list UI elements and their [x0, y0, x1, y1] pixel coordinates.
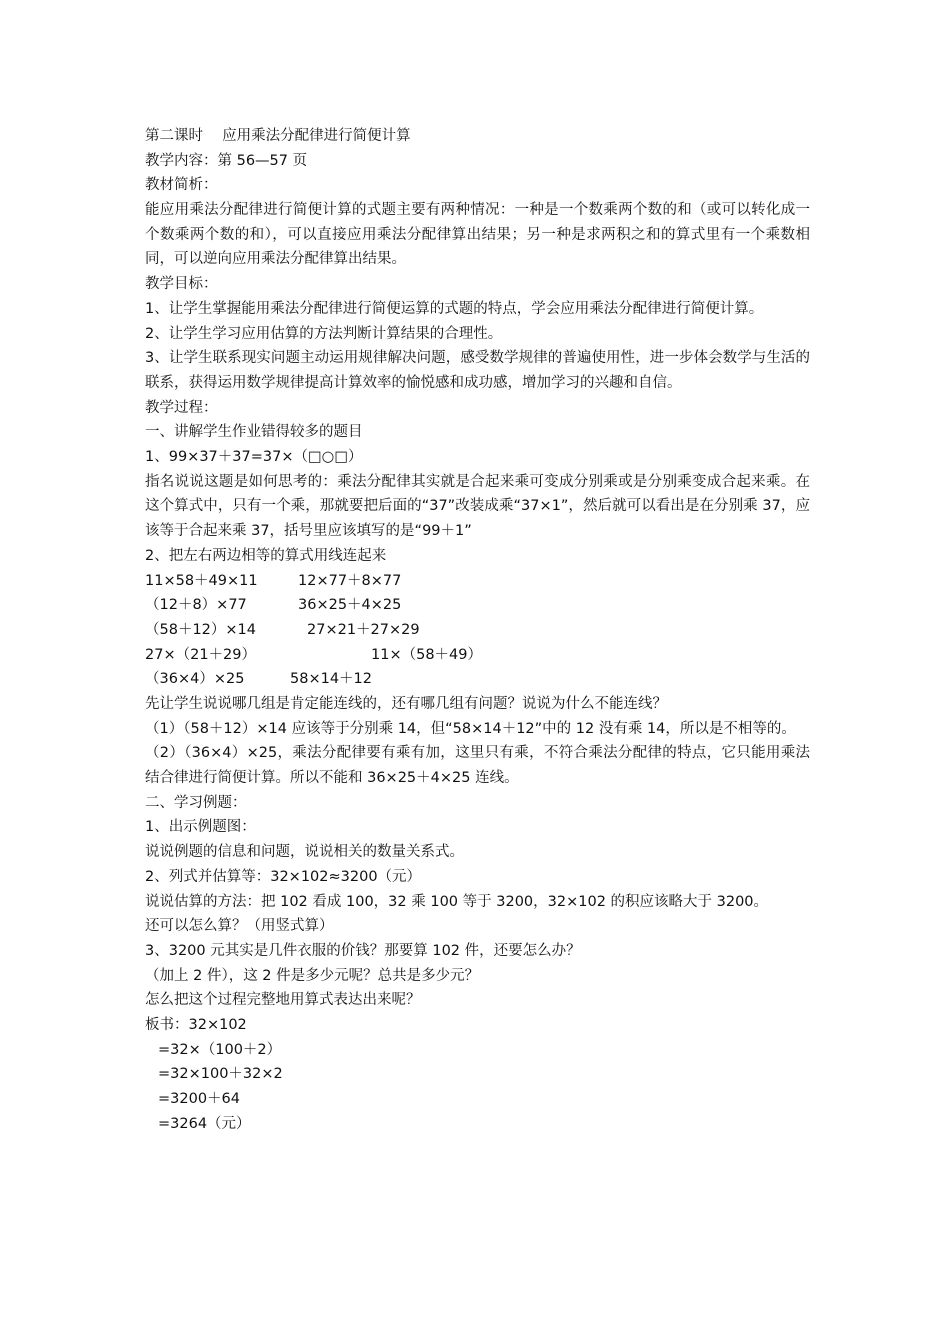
example-line: 1、出示例题图：	[145, 819, 256, 836]
board-label: 板书：32×102	[145, 1016, 247, 1033]
matching-question: 先让学生说说哪几组是肯定能连线的，还有哪几组有问题？说说为什么不能连线？	[145, 695, 667, 712]
example-line: （加上 2 件），这 2 件是多少元呢？总共是多少元？	[145, 967, 480, 984]
matching-left: （58＋12）×14	[145, 621, 257, 638]
process-heading: 教学过程：	[145, 399, 218, 416]
exercise-1: 1、99×37＋37=37×（□○□）	[145, 449, 363, 466]
matching-right: 58×14＋12	[290, 671, 373, 688]
matching-right: 11×（58＋49）	[371, 646, 483, 663]
matching-right: 36×25＋4×25	[298, 597, 402, 614]
matching-row	[145, 667, 810, 692]
teaching-content: 教学内容：第 56—57 页	[145, 152, 308, 169]
matching-left: （12＋8）×77	[145, 597, 247, 614]
goal-item: 2、让学生学习应用估算的方法判断计算结果的合理性。	[145, 325, 503, 342]
example-line: 说说例题的信息和问题，说说相关的数量关系式。	[145, 844, 464, 861]
exercise-2: 2、把左右两边相等的算式用线连起来	[145, 547, 387, 564]
board-step: =3264（元）	[158, 1115, 251, 1132]
matching-left: 27×（21＋29）	[145, 646, 257, 663]
analysis-heading: 教材简析：	[145, 177, 218, 194]
section1-heading: 一、讲解学生作业错得较多的题目	[145, 424, 363, 441]
example-line: 2、列式并估算等：32×102≈3200（元）	[145, 868, 422, 885]
exercise-1-explanation: 指名说说这题是如何思考的：乘法分配律其实就是合起来乘可变成分别乘或是分别乘变成合起来乘。在这个算式中，只有一个乘，那就要把后面的“37”改装成乘“37×1”，然后就可以看出是在分别乘 37，应该等于合起来乘 37，括号里应该填写的是“99＋1”	[145, 473, 810, 540]
example-line: 3、3200 元其实是几件衣服的价钱？那要算 102 件，还要怎么办？	[145, 942, 581, 959]
document-page	[145, 124, 810, 1136]
example-line: 说说估算的方法：把 102 看成 100，32 乘 100 等于 3200，32×102 的积应该略大于 3200。	[145, 893, 769, 910]
analysis-text: 能应用乘法分配律进行简便计算的式题主要有两种情况：一种是一个数乘两个数的和（或可以转化成一个数乘两个数的和），可以直接应用乘法分配律算出结果；另一种是求两积之和的算式里有一个乘数相同，可以逆向应用乘法分配律算出结果。	[145, 202, 810, 268]
matching-row	[145, 569, 810, 594]
goal-item: 3、让学生联系现实问题主动运用规律解决问题，感受数学规律的普遍使用性，进一步体会数学与生活的联系，获得运用数学规律提高计算效率的愉悦感和成功感，增加学习的兴趣和自信。	[145, 350, 810, 391]
section2-heading: 二、学习例题：	[145, 794, 247, 811]
matching-right: 12×77＋8×77	[298, 572, 402, 589]
board-step: =3200＋64	[158, 1091, 241, 1108]
matching-note: （2）（36×4）×25，乘法分配律要有乘有加，这里只有乘，不符合乘法分配律的特点，它只能用乘法结合律进行简便计算。所以不能和 36×25＋4×25 连线。	[145, 745, 810, 787]
matching-note: （1）（58＋12）×14 应该等于分别乘 14，但“58×14＋12”中的 12 没有乘 14，所以是不相等的。	[145, 720, 796, 737]
matching-row	[145, 618, 810, 643]
matching-row	[145, 643, 810, 668]
lesson-title: 第二课时 应用乘法分配律进行简便计算	[145, 128, 411, 144]
matching-left: （36×4）×25	[145, 671, 245, 688]
matching-left: 11×58＋49×11	[145, 572, 258, 589]
board-step: =32×（100＋2）	[158, 1041, 282, 1058]
matching-right: 27×21＋27×29	[307, 621, 420, 638]
goals-heading: 教学目标：	[145, 276, 218, 293]
example-line: 还可以怎么算？（用竖式算）	[145, 918, 334, 935]
board-step: =32×100＋32×2	[158, 1066, 283, 1083]
matching-row	[145, 593, 810, 618]
example-line: 怎么把这个过程完整地用算式表达出来呢？	[145, 992, 421, 1009]
goal-item: 1、让学生掌握能用乘法分配律进行简便运算的式题的特点，学会应用乘法分配律进行简便计算。	[145, 300, 764, 317]
